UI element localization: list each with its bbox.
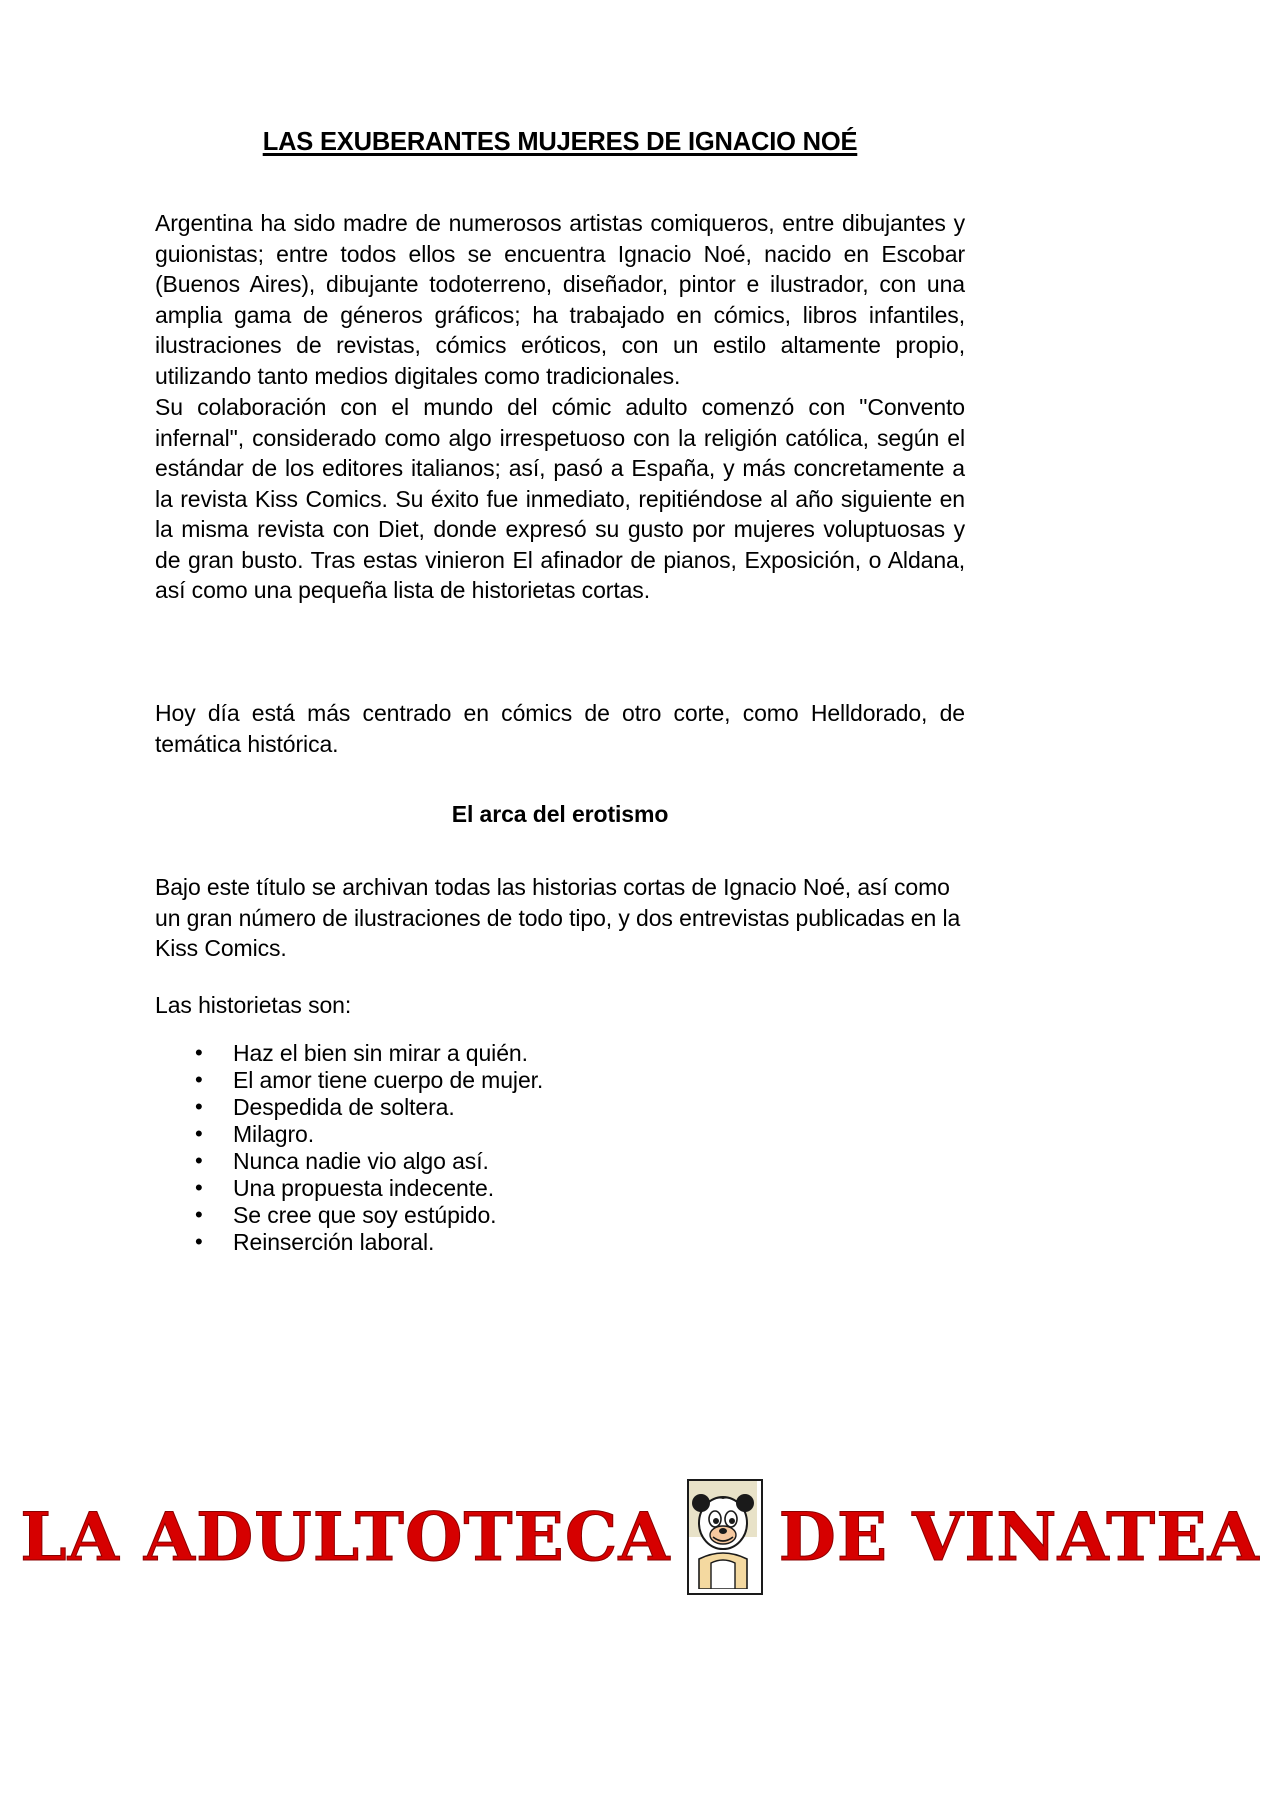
- paragraph-3: Hoy día está más centrado en cómics de otro corte, como Helldorado, de temática histórica.: [155, 700, 965, 757]
- paragraph-3-container: [155, 698, 965, 759]
- footer-logo: [0, 1472, 1280, 1602]
- list-item: • Una propuesta indecente.: [195, 1175, 965, 1202]
- paragraph-4-container: [155, 872, 965, 964]
- paragraph-2-container: [155, 392, 965, 606]
- list-item: • Se cree que soy estúpido.: [195, 1202, 965, 1229]
- list-item: • Nunca nadie vio algo así.: [195, 1148, 965, 1175]
- list-item: • El amor tiene cuerpo de mujer.: [195, 1067, 965, 1094]
- subheading-container: [155, 800, 965, 828]
- section-subheading: El arca del erotismo: [451, 801, 669, 827]
- footer-logo-left-text: LA ADULTOTECA: [20, 1498, 671, 1576]
- list-item: • Haz el bien sin mirar a quién.: [195, 1040, 965, 1067]
- page-title-container: [155, 128, 965, 157]
- page-title: [155, 128, 965, 157]
- paragraph-1-container: [155, 208, 965, 391]
- story-list-container: [155, 1040, 965, 1256]
- paragraph-1: Argentina ha sido madre de numerosos artistas comiqueros, entre dibujantes y guionistas; entre todos ellos se encuentra Ignacio Noé, nacido en Escobar (Buenos Aires), dibujante todoterreno, diseñador, pintor e ilustrador, con una amplia gama de géneros gráficos; ha trabajado en cómics, libros infantiles, ilustraciones de revistas, cómics eróticos, con un estilo altamente propio, utilizando tanto medios digitales como tradicionales.: [155, 210, 965, 389]
- paragraph-4: Bajo este título se archivan todas las historias cortas de Ignacio Noé, así como un gran número de ilustraciones de todo tipo, y dos entrevistas publicadas en la Kiss Comics.: [155, 874, 961, 961]
- paragraph-2: Su colaboración con el mundo del cómic adulto comenzó con "Convento infernal", considerado como algo irrespetuoso con la religión católica, según el estándar de los editores italianos; así, pasó a España, y más concretamente a la revista Kiss Comics. Su éxito fue inmediato, repitiéndose al año siguiente en la misma revista con Diet, donde expresó su gusto por mujeres voluptuosas y de gran busto. Tras estas vinieron El afinador de pianos, Exposición, o Aldana, así como una pequeña lista de historietas cortas.: [155, 394, 965, 603]
- paragraph-5: Las historietas son:: [155, 992, 352, 1018]
- cartoon-mascot-icon: [687, 1479, 763, 1595]
- list-item: • Milagro.: [195, 1121, 965, 1148]
- story-list: [155, 1040, 965, 1256]
- paragraph-5-container: [155, 990, 965, 1021]
- footer-logo-right-text: DE VINATEA: [778, 1498, 1260, 1576]
- list-item: • Despedida de soltera.: [195, 1094, 965, 1121]
- page-title-text: LAS EXUBERANTES MUJERES DE IGNACIO NOÉ: [262, 128, 858, 156]
- list-item: • Reinserción laboral.: [195, 1229, 965, 1256]
